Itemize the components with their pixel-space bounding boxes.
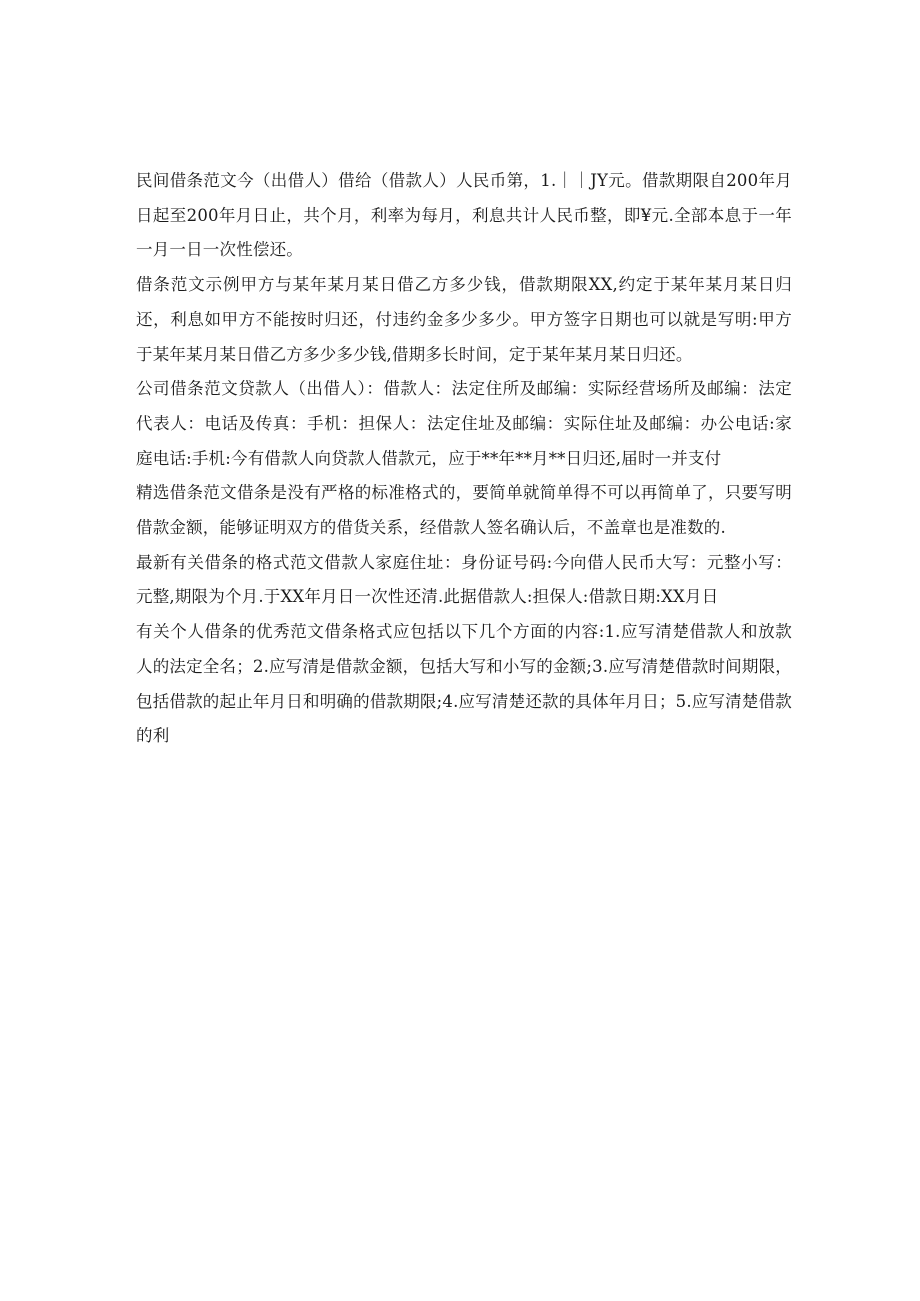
paragraph-personal-loan-note: 民间借条范文今（出借人）借给（借款人）人民币第，1.｜｜JY元。借款期限自200年月日起至200年月日止，共个月，利率为每月，利息共计人民币整，即¥元.全部本息于一年一月一日一次性偿还。 [136,171,792,260]
paragraph-personal-loan-format: 有关个人借条的优秀范文借条格式应包括以下几个方面的内容:1.应写清楚借款人和放款人的法定全名；2.应写清是借款金额，包括大写和小写的金额;3.应写清楚借款时间期限，包括借款的起止年月日和明确的借款期限;4.应写清楚还款的具体年月日；5.应写清楚借款的利 [136,622,792,746]
document-body [136,164,792,754]
paragraph-latest-loan-format: 最新有关借条的格式范文借款人家庭住址：身份证号码:今向借人民币大写：元整小写：元整,期限为个月.于XX年月日一次性还清.此据借款人:担保人:借款日期:XX月日 [136,552,792,607]
paragraph-selected-loan-note: 精选借条范文借条是没有严格的标准格式的，要简单就简单得不可以再简单了，只要写明借款金额，能够证明双方的借货关系，经借款人签名确认后，不盖章也是准数的. [136,483,792,538]
paragraph-loan-note-example: 借条范文示例甲方与某年某月某日借乙方多少钱，借款期限XX,约定于某年某月某日归还，利息如甲方不能按时归还，付违约金多少多少。甲方签字日期也可以就是写明:甲方于某年某月某日借乙方多少多少钱,借期多长时间，定于某年某月某日归还。 [136,275,792,364]
paragraph-company-loan-note: 公司借条范文贷款人（出借人）：借款人：法定住所及邮编：实际经营场所及邮编：法定代表人：电话及传真：手机：担保人：法定住址及邮编：实际住址及邮编：办公电话:家庭电话:手机:今有借款人向贷款人借款元，应于**年**月**日归还,届时一并支付 [136,379,792,468]
